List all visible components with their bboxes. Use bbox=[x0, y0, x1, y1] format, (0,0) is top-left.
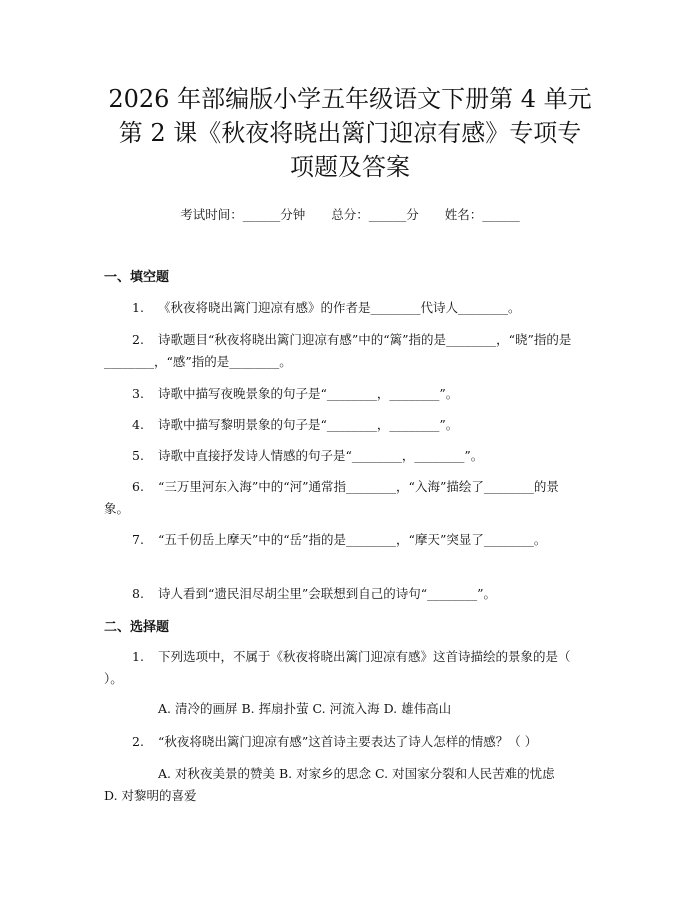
question-item: 2. “秋夜将晓出篱门迎凉有感”这首诗主要表达了诗人怎样的情感？（ ） bbox=[132, 734, 538, 749]
student-name: 姓名：______ bbox=[444, 207, 520, 222]
question-item: 8. 诗人看到“遗民泪尽胡尘里”会联想到自己的诗句“________”。 bbox=[132, 586, 497, 601]
title-line-2: 第 2 课《秋夜将晓出篱门迎凉有感》专项专 bbox=[118, 119, 582, 147]
exam-score: 总分：______分 bbox=[331, 207, 419, 222]
question-item: 2. 诗歌题目“秋夜将晓出篱门迎凉有感”中的“篱”指的是________，“晓”指的是________，“感”指的是________。 bbox=[104, 332, 572, 369]
question-options: A. 对秋夜美景的赞美 B. 对家乡的思念 C. 对国家分裂和人民苦难的忧虑 D. 对黎明的喜爱 bbox=[104, 766, 555, 803]
exam-time: 考试时间：______分钟 bbox=[180, 207, 306, 222]
title-line-3: 项题及答案 bbox=[290, 153, 410, 181]
section-heading-choice: 二、选择题 bbox=[104, 620, 170, 635]
document-title bbox=[60, 82, 640, 184]
question-item: 1. 《秋夜将晓出篱门迎凉有感》的作者是________代诗人________。 bbox=[132, 300, 521, 315]
question-item: 3. 诗歌中描写夜晚景象的句子是“________，________”。 bbox=[132, 386, 459, 401]
question-item: 7. “五千仞岳上摩天”中的“岳”指的是________，“摩天”突显了________。 bbox=[132, 532, 547, 547]
section-heading-fill: 一、填空题 bbox=[104, 270, 170, 285]
question-item: 1. 下列选项中，不属于《秋夜将晓出篱门迎凉有感》这首诗描绘的景象的是（ ）。 bbox=[104, 649, 571, 686]
title-line-1: 2026 年部编版小学五年级语文下册第 4 单元 bbox=[108, 85, 592, 113]
question-item: 6. “三万里河东入海”中的“河”通常指________，“入海”描绘了________的景象。 bbox=[104, 479, 559, 516]
question-options: A. 清冷的画屏 B. 挥扇扑萤 C. 河流入海 D. 雄伟高山 bbox=[158, 701, 452, 716]
question-item: 5. 诗歌中直接抒发诗人情感的句子是“________，________”。 bbox=[132, 448, 484, 463]
exam-meta bbox=[0, 205, 700, 225]
question-item: 4. 诗歌中描写黎明景象的句子是“________，________”。 bbox=[132, 417, 459, 432]
